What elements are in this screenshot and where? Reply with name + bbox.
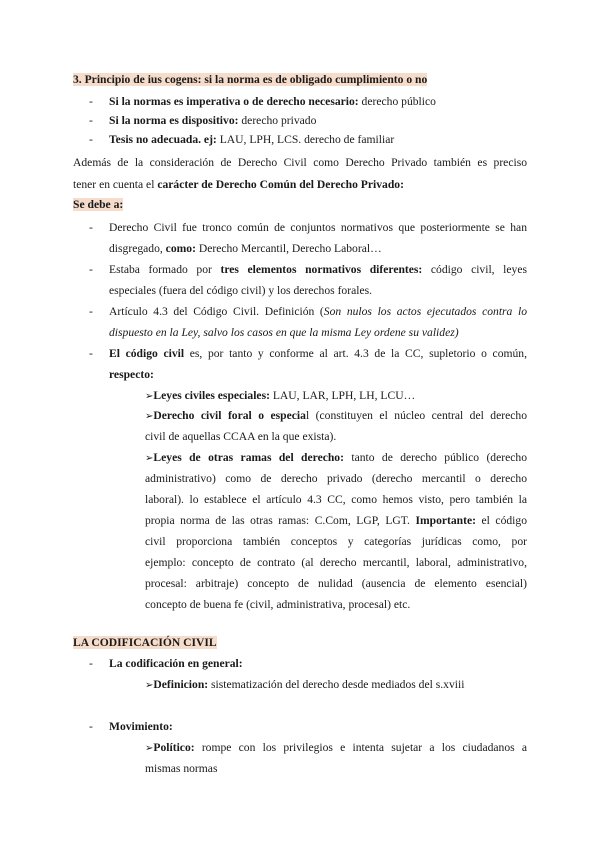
arrow-bullet-icon: ➢ <box>145 391 154 402</box>
dash-bullet: - <box>89 657 93 670</box>
sub-item: ➢Político: rompe con los privilegios e intenta sujetar a los ciudadanos a <box>145 741 527 754</box>
dash-bullet: - <box>89 114 93 127</box>
sub-item-continuation: propia norma de las otras ramas: C.Com, LGP, LGT. Importante: el código <box>145 514 527 527</box>
paragraph-line: tener en cuenta el carácter de Derecho Común del Derecho Privado: <box>73 178 404 191</box>
sub-item-continuation: ejemplo: concepto de contrato (al derecho mercantil, laboral, administrativo, <box>145 556 527 569</box>
arrow-bullet-icon: ➢ <box>145 453 154 464</box>
arrow-bullet-icon: ➢ <box>145 411 154 422</box>
sub-item: ➢Leyes de otras ramas del derecho: tanto de derecho público (derecho <box>145 451 527 464</box>
list-item-continuation: dispuesto en la Ley, salvo los casos en que la misma Ley ordene su validez) <box>109 326 459 339</box>
dash-bullet: - <box>89 133 93 146</box>
codificacion-heading: LA CODIFICACIÓN CIVIL <box>73 636 217 649</box>
dash-bullet: - <box>89 221 93 234</box>
sub-item-continuation: procesal: arbitraje) concepto de nulidad (ausencia de elemento esencial) <box>145 577 527 590</box>
dash-bullet: - <box>89 95 93 108</box>
arrow-bullet-icon: ➢ <box>145 680 154 691</box>
sub-item-continuation: mismas normas <box>145 762 218 775</box>
sub-item: ➢Leyes civiles especiales: LAU, LAR, LPH, LH, LCU… <box>145 389 416 402</box>
document-page: 3. Principio de ius cogens: si la norma es de obligado cumplimiento o no - Si la normas es imperativa o de derecho necesario: derecho público - Si la norma es dispositivo: derecho privado - Tesis no adecuada. ej: LAU, LPH, LCS. derecho de familiar Además de la consideración de Derecho Civil como Derecho Privado también es preciso tener en cuenta el carácter de Derecho Común del Derecho Privado: Se debe a: - Derecho Civil fue tronco común de conjuntos normativos que posteriormente se han disgregado, como: Derecho Mercantil, Derecho Laboral… - Estaba formado por tres elementos normativos diferentes: código civil, leyes especiales (fuera del código civil) y los derechos forales. - Artículo 4.3 del Código Civil. Definición (Son nulos los actos ejecutados contra lo dispuesto en la Ley, salvo los casos en que la misma Ley ordene su validez) - El código civil es, por tanto y conforme al art. 4.3 de la CC, supletorio o común, respecto: ➢Leyes civiles especiales: LAU, LAR, LPH, LH, LCU… ➢Derecho civil foral o especial (constituyen el núcleo central del derecho civil de aquellas CCAA en la que exista). ➢Leyes de otras ramas del derecho: tanto de derecho público (derecho administrativo) como de derecho privado (derecho mercantil o derecho laboral). lo establece el artículo 4.3 CC, como hemos visto, pero también la propia norma de las otras ramas: C.Com, LGP, LGT. Importante: el código civil proporciona también conceptos y categorías jurídicas como, por ejemplo: concepto de contrato (al derecho mercantil, laboral, administrativo, procesal: arbitraje) concepto de nulidad (ausencia de elemento esencial) concepto de buena fe (civil, administrativa, procesal) etc. LA CODIFICACIÓN CIVIL - La codificación en general: ➢Definicion: sistematización del derecho desde mediados del s.xviii - Movimiento: ➢Político: rompe con los privilegios e intenta sujetar a los ciudadanos a mismas normas <box>0 0 600 848</box>
sub-item-continuation: administrativo) como de derecho privado (derecho mercantil o derecho <box>145 472 527 485</box>
list-item-continuation: respecto: <box>109 368 154 381</box>
arrow-bullet-icon: ➢ <box>145 743 154 754</box>
dash-bullet: - <box>89 347 93 360</box>
se-debe-label: Se debe a: <box>73 198 124 211</box>
sub-item-continuation: laboral). lo establece el artículo 4.3 CC, como hemos visto, pero también la <box>145 493 527 506</box>
dash-bullet: - <box>89 720 93 733</box>
sub-item-continuation: concepto de buena fe (civil, administrativa, procesal) etc. <box>145 598 411 611</box>
section-3-heading: 3. Principio de ius cogens: si la norma es de obligado cumplimiento o no <box>73 73 428 86</box>
dash-bullet: - <box>89 305 93 318</box>
dash-bullet: - <box>89 263 93 276</box>
list-item-continuation: especiales (fuera del código civil) y los derechos forales. <box>109 284 373 297</box>
sub-item: ➢Definicion: sistematización del derecho desde mediados del s.xviii <box>145 678 465 691</box>
sub-item: ➢Derecho civil foral o especial (constituyen el núcleo central del derecho <box>145 409 527 422</box>
sub-item-continuation: civil de aquellas CCAA en la que exista). <box>145 430 337 443</box>
sub-item-continuation: civil proporciona también conceptos y categorías jurídicas como, por <box>145 535 527 548</box>
list-item-continuation: disgregado, como: Derecho Mercantil, Derecho Laboral… <box>109 242 382 255</box>
paragraph-line: Además de la consideración de Derecho Civil como Derecho Privado también es preciso <box>73 156 527 169</box>
